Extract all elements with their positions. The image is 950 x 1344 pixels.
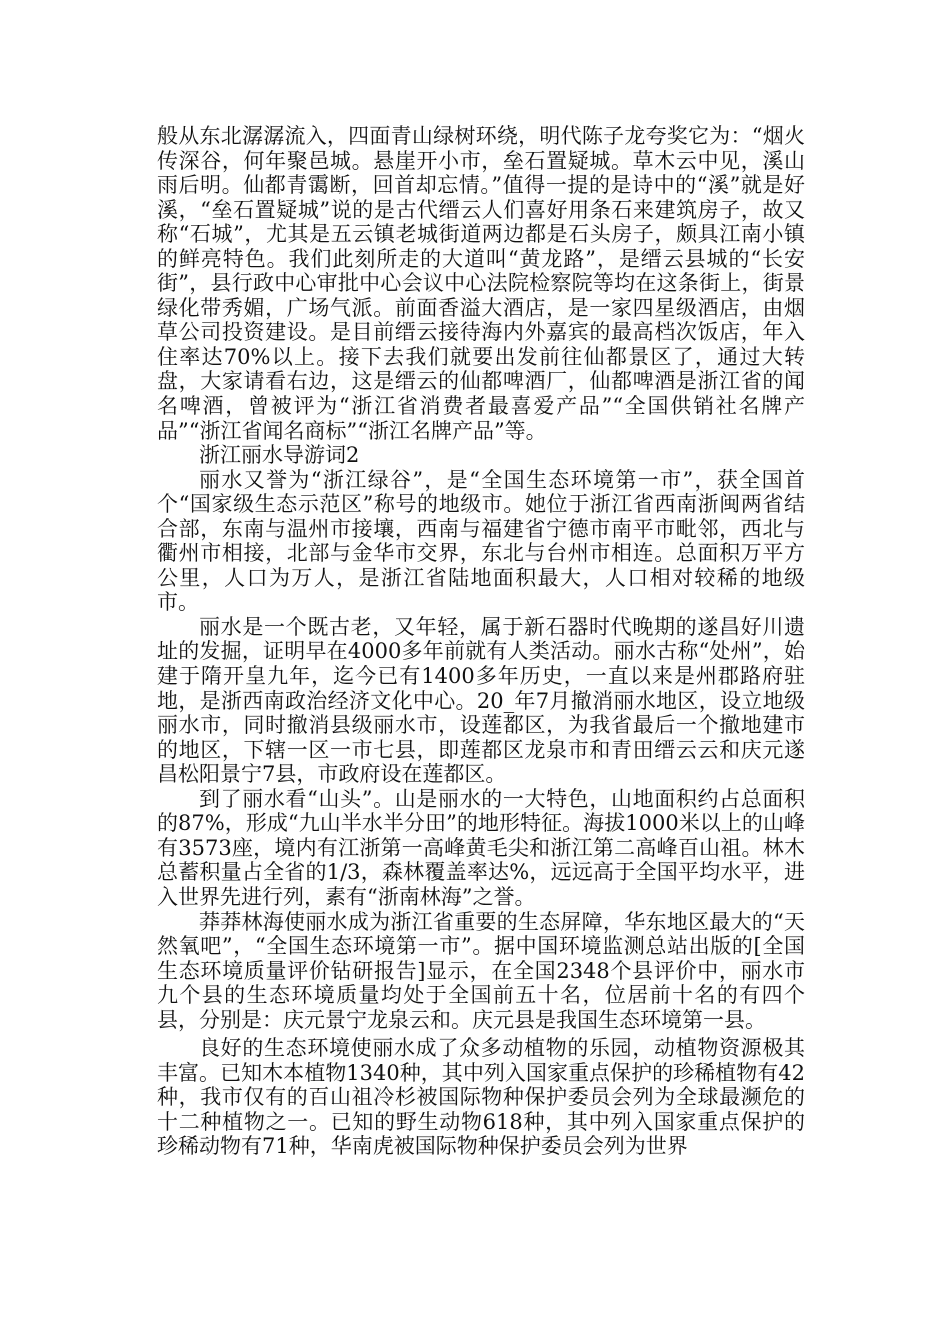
section-heading: 浙江丽水导游词2 <box>199 443 360 468</box>
document-body <box>157 124 805 1159</box>
paragraph-mountains: 到了丽水看“山头”。山是丽水的一大特色，山地面积约占总面积的87%，形成“九山半水半分田”的地形特征。海拔1000米以上的山峰有3573座，境内有江浙第一高峰黄毛尖和浙江第二高峰百山祖。林木总蓄积量占全省的1/3，森林覆盖率达%，远远高于全国平均水平，进入世界先进行列，素有“浙南林海”之誉。 <box>157 786 805 909</box>
paragraph-continuation: 般从东北潺潺流入，四面青山绿树环绕，明代陈子龙夸奖它为：“烟火传深谷，何年聚邑城。悬崖开小市，垒石置疑城。草木云中见，溪山雨后明。仙都青霭断，回首却忘情。”值得一提的是诗中的“溪”就是好溪，“垒石置疑城”说的是古代缙云人们喜好用条石来建筑房子，故又称“石城”，尤其是五云镇老城街道两边都是石头房子，颇具江南小镇的鲜亮特色。我们此刻所走的大道叫“黄龙路”，是缙云县城的“长安街”，县行政中心审批中心会议中心法院检察院等均在这条街上，街景绿化带秀媚，广场气派。前面香溢大酒店，是一家四星级酒店，由烟草公司投资建设。是目前缙云接待海内外嘉宾的最高档次饭店，年入住率达70%以上。接下去我们就要出发前往仙都景区了，通过大转盘，大家请看右边，这是缙云的仙都啤酒厂，仙都啤酒是浙江省的闻名啤酒，曾被评为“浙江省消费者最喜爱产品”“全国供销社名牌产品”“浙江省闻名商标”“浙江名牌产品”等。 <box>157 124 805 443</box>
paragraph-intro: 丽水又誉为“浙江绿谷”，是“全国生态环境第一市”，获全国首个“国家级生态示范区”称号的地级市。她位于浙江省西南浙闽两省结合部，东南与温州市接壤，西南与福建省宁德市南平市毗邻，西北与衢州市相接，北部与金华市交界，东北与台州市相连。总面积万平方公里，人口为万人，是浙江省陆地面积最大，人口相对较稀的地级市。 <box>157 467 805 615</box>
paragraph-history: 丽水是一个既古老，又年轻，属于新石器时代晚期的遂昌好川遗址的发掘，证明早在4000多年前就有人类活动。丽水古称“处州”，始建于隋开皇九年，迄今已有1400多年历史，一直以来是州郡路府驻地，是浙西南政治经济文化中心。20_年7月撤消丽水地区，设立地级丽水市，同时撤消县级丽水市，设莲都区，为我省最后一个撤地建市的地区，下辖一区一市七县，即莲都区龙泉市和青田缙云云和庆元遂昌松阳景宁7县，市政府设在莲都区。 <box>157 614 805 787</box>
paragraph-biodiversity: 良好的生态环境使丽水成了众多动植物的乐园，动植物资源极其丰富。已知木本植物1340种，其中列入国家重点保护的珍稀植物有42种，我市仅有的百山祖冷杉被国际物种保护委员会列为全球最濒危的十二种植物之一。已知的野生动物618种，其中列入国家重点保护的珍稀动物有71种，华南虎被国际物种保护委员会列为世界 <box>157 1036 805 1159</box>
paragraph-ecology: 莽莽林海使丽水成为浙江省重要的生态屏障，华东地区最大的“天然氧吧”，“全国生态环境第一市”。据中国环境监测总站出版的[全国生态环境质量评价钻研报告]显示，在全国2348个县评价中，丽水市九个县的生态环境质量均处于全国前五十名，位居前十名的有四个县，分别是：庆元景宁龙泉云和。庆元县是我国生态环境第一县。 <box>157 909 805 1032</box>
